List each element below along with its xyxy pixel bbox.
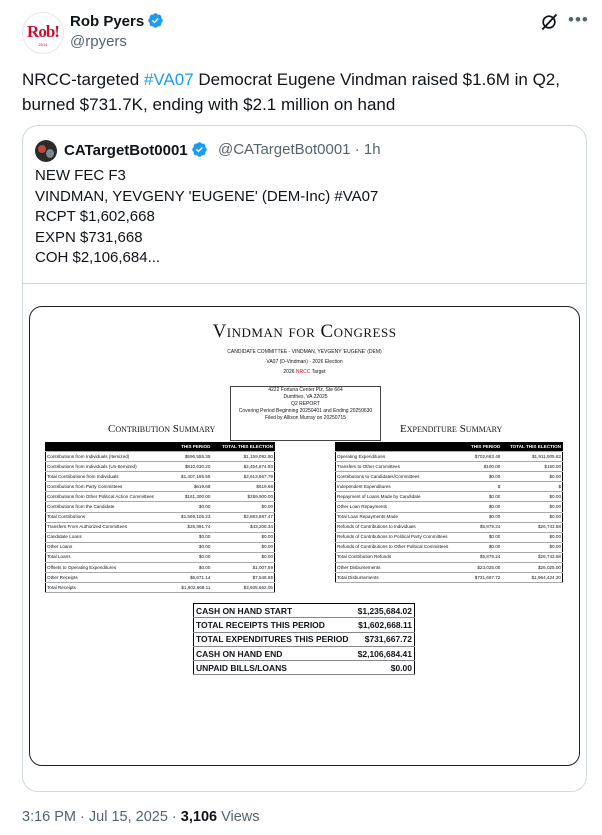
expenditure-row: [336, 452, 563, 462]
contribution-value: $0.00: [211, 552, 274, 562]
contribution-label: Total Receipts: [46, 583, 175, 593]
expenditure-value: $0.00: [501, 492, 562, 502]
fec-sub3a: 2026: [283, 369, 296, 375]
address-line: 4222 Fortuna Center Plz, Ste 664: [268, 387, 343, 393]
address-line: Covering Period Beginning 20250401 and Ending 20250630: [238, 408, 373, 414]
contribution-value: $0.00: [211, 542, 274, 552]
contribution-label: Total Contributions from Individuals: [46, 472, 175, 482]
author-name[interactable]: [70, 12, 164, 30]
contribution-value: $2,454,874.93: [211, 462, 274, 472]
coh-row: [194, 646, 415, 660]
expenditure-value: $0.00: [501, 472, 562, 482]
expenditure-table: [335, 442, 563, 583]
expenditure-value: $0.00: [466, 472, 502, 482]
avatar-subtext: 2014: [38, 42, 48, 47]
expenditure-value: $150.00: [501, 462, 562, 472]
contribution-value: $7,548.65: [211, 573, 274, 583]
contribution-value: $1,569,105.23: [174, 512, 211, 522]
expenditure-row: [336, 563, 563, 573]
fec-title: Vindman for Congress: [212, 321, 397, 342]
quote-avatar[interactable]: [35, 140, 57, 162]
contribution-label: Other Receipts: [46, 573, 175, 583]
expenditure-row: [336, 573, 563, 583]
contribution-value: $3,935,652.05: [211, 583, 274, 593]
expenditure-value: $23,025.00: [466, 563, 502, 573]
contribution-row: [46, 472, 275, 482]
contribution-value: $1,159,092.80: [211, 452, 274, 462]
contribution-row: [46, 542, 275, 552]
author-handle[interactable]: @rpyers: [70, 33, 127, 50]
contribution-summary-title: Contribution Summary: [108, 423, 216, 435]
contribution-value: $161,300.00: [174, 492, 211, 502]
fec-nrcc: NRCC: [295, 369, 311, 375]
expenditure-label: Contributions to Candidates/Committees: [336, 472, 466, 482]
expenditure-value: $0.00: [466, 512, 502, 522]
expenditure-label: Transfers to Other Committees: [336, 462, 466, 472]
expenditure-row: [336, 542, 563, 552]
expenditure-label: Refunds of Contributions to Other Political Committees: [336, 542, 466, 552]
coh-label: UNPAID BILLS/LOANS: [194, 661, 355, 675]
expenditure-value: $731,667.72: [466, 573, 502, 583]
author-avatar[interactable]: [22, 12, 64, 54]
expenditure-value: $702,663.48: [466, 452, 502, 462]
expenditure-row: [336, 522, 563, 532]
expenditure-value: $1,911,505.62: [501, 452, 562, 462]
expenditure-value: $100.00: [466, 462, 502, 472]
author-name-text: Rob Pyers: [70, 13, 145, 30]
hashtag-link[interactable]: #VA07: [143, 70, 194, 89]
contribution-value: $0.00: [174, 552, 211, 562]
fec-sub3: [30, 369, 579, 375]
views-count: 3,106: [180, 809, 218, 825]
expenditure-label: Other Disbursements: [336, 563, 466, 573]
contribution-value: $26,891.74: [174, 522, 211, 532]
coh-value: $1,602,668.11: [354, 618, 414, 632]
expenditure-row: [336, 512, 563, 522]
contribution-row: [46, 502, 275, 512]
contribution-label: Total Contributions: [46, 512, 175, 522]
contribution-value: $43,208.34: [211, 522, 274, 532]
contribution-value: $0.00: [211, 502, 274, 512]
expenditure-value: $26,743.58: [501, 552, 562, 562]
grok-icon[interactable]: [539, 12, 559, 32]
expenditure-value: $1,964,424.20: [501, 573, 562, 583]
coh-label: CASH ON HAND END: [194, 646, 355, 660]
expenditure-row: [336, 532, 563, 542]
expenditure-value: $: [501, 482, 562, 492]
contribution-label: Other Loans: [46, 542, 175, 552]
coh-row: [194, 661, 415, 675]
quote-author-handle[interactable]: @CATargetBot0001 · 1h: [218, 141, 381, 158]
contribution-row: [46, 552, 275, 562]
expenditure-value: $0.00: [501, 512, 562, 522]
tweet-timestamp[interactable]: 3:16 PM · Jul 15, 2025 ·: [22, 809, 181, 825]
contribution-label: Contributions from Other Political Action Committees: [46, 492, 175, 502]
contribution-value: $3,613,967.79: [211, 472, 274, 482]
contribution-row: [46, 462, 275, 472]
verified-badge-icon: [147, 12, 164, 29]
col-period: THIS PERIOD: [174, 443, 211, 452]
fec-address-box: [230, 386, 381, 441]
expenditure-value: $26,743.58: [501, 522, 562, 532]
expenditure-label: Total Contribution Refunds: [336, 552, 466, 562]
contribution-label: Transfers From Authorized Committees: [46, 522, 175, 532]
coh-label: TOTAL EXPENDITURES THIS PERIOD: [194, 632, 355, 646]
contribution-row: [46, 532, 275, 542]
quote-author-name[interactable]: [64, 141, 208, 159]
contribution-label: Contributions from Individuals (Itemized): [46, 452, 175, 462]
expenditure-row: [336, 552, 563, 562]
expenditure-label: Other Loan Repayments: [336, 502, 466, 512]
col-period: THIS PERIOD: [466, 443, 502, 452]
tweet-text-after: Democrat Eugene Vindman raised $1.6M in Q2, burned $731.7K, ending with $2.1 million on hand: [22, 70, 560, 114]
expenditure-summary-title: Expenditure Summary: [400, 423, 503, 435]
quote-verified-badge-icon: [191, 141, 208, 158]
expenditure-value: $0.00: [466, 542, 502, 552]
fec-sub3c: Target: [310, 369, 326, 375]
expenditure-label: Refunds of Contributions to Political Party Committees: [336, 532, 466, 542]
expenditure-label: Operating Expenditures: [336, 452, 466, 462]
expenditure-value: $0.00: [466, 502, 502, 512]
contribution-value: $596,555.35: [174, 452, 211, 462]
contribution-value: $0.00: [174, 532, 211, 542]
fec-sub2: VA07 (D-Vindman) - 2026 Election: [266, 359, 343, 365]
fec-subtitle-committee: [30, 349, 579, 355]
contribution-row: [46, 512, 275, 522]
cash-on-hand-table: [193, 603, 415, 675]
views-label: Views: [217, 809, 260, 825]
expenditure-value: $0.00: [466, 532, 502, 542]
contribution-value: $1,407,185.55: [174, 472, 211, 482]
quote-tweet[interactable]: [22, 125, 587, 792]
contribution-value: $0.00: [211, 532, 274, 542]
expenditure-value: $0.00: [466, 492, 502, 502]
contribution-row: [46, 522, 275, 532]
coh-label: CASH ON HAND START: [194, 604, 355, 618]
coh-label: TOTAL RECEIPTS THIS PERIOD: [194, 618, 355, 632]
coh-row: [194, 632, 415, 646]
expenditure-label: Total Disbursements: [336, 573, 466, 583]
contribution-label: Total Loans: [46, 552, 175, 562]
contribution-value: $1,007.59: [211, 563, 274, 573]
more-icon[interactable]: •••: [568, 10, 589, 29]
col-election: TOTAL THIS ELECTION: [211, 443, 274, 452]
contribution-row: [46, 482, 275, 492]
expenditure-value: $5,879.24: [466, 552, 502, 562]
expenditure-row: [336, 472, 563, 482]
contribution-value: $269,900.00: [211, 492, 274, 502]
coh-row: [194, 618, 415, 632]
expenditure-value: $0.00: [501, 542, 562, 552]
expenditure-label: Refunds of Contributions to Individuals: [336, 522, 466, 532]
contribution-row: [46, 583, 275, 593]
coh-row: [194, 604, 415, 618]
contribution-value: $810,630.20: [174, 462, 211, 472]
coh-value: $731,667.72: [354, 632, 414, 646]
expenditure-value: $26,025.00: [501, 563, 562, 573]
address-line: Dumfries, VA 22025: [283, 394, 328, 400]
expenditure-label: Total Loan Repayments Made: [336, 512, 466, 522]
contribution-label: Contributions from the Candidate: [46, 502, 175, 512]
coh-value: $2,106,684.41: [354, 646, 414, 660]
quote-author-name-text: CATargetBot0001: [64, 142, 188, 159]
contribution-label: Contributions from Individuals (Un-Itemized): [46, 462, 175, 472]
contribution-label: Candidate Loans: [46, 532, 175, 542]
contribution-value: $3,883,887.47: [211, 512, 274, 522]
quote-text: NEW FEC F3 VINDMAN, YEVGENY 'EUGENE' (DEM-Inc) #VA07 RCPT $1,602,668 EXPN $731,668 COH $2,106,684...: [35, 167, 379, 266]
tweet-footer: [22, 809, 260, 825]
expenditure-value: $5,879.24: [466, 522, 502, 532]
contribution-value: $0.00: [174, 563, 211, 573]
avatar-text: Rob!: [27, 22, 59, 41]
contribution-value: $1,602,668.11: [174, 583, 211, 593]
contribution-row: [46, 563, 275, 573]
expenditure-label: Repayment of Loans Made by Candidate: [336, 492, 466, 502]
col-election: TOTAL THIS ELECTION: [501, 443, 562, 452]
tweet-text: [22, 67, 582, 117]
contribution-value: $619.68: [211, 482, 274, 492]
address-line: Q2 REPORT: [291, 401, 320, 407]
tweet-text-before: NRCC-targeted: [22, 70, 144, 89]
fec-report-frame: [29, 306, 580, 766]
coh-value: $0.00: [354, 661, 414, 675]
fec-report-image[interactable]: [23, 283, 586, 792]
contribution-row: [46, 492, 275, 502]
expenditure-value: $0.00: [501, 532, 562, 542]
expenditure-value: $0.00: [501, 502, 562, 512]
expenditure-row: [336, 462, 563, 472]
contribution-value: $0.00: [174, 502, 211, 512]
expenditure-row: [336, 482, 563, 492]
address-line: Filed by Allison Murray on 20250715: [265, 415, 346, 421]
contribution-label: Offsets to Operating Expenditures: [46, 563, 175, 573]
contribution-table: [45, 442, 275, 593]
contribution-row: [46, 452, 275, 462]
expenditure-row: [336, 502, 563, 512]
contribution-label: Contributions from Party Committees: [46, 482, 175, 492]
contribution-row: [46, 573, 275, 583]
contribution-value: $619.68: [174, 482, 211, 492]
expenditure-value: $: [466, 482, 502, 492]
coh-value: $1,235,684.02: [354, 604, 414, 618]
fec-sub1: CANDIDATE COMMITTEE - VINDMAN, YEVGENY 'EUGENE' (DEM): [227, 349, 382, 355]
expenditure-row: [336, 492, 563, 502]
contribution-value: $0.00: [174, 542, 211, 552]
contribution-value: $6,671.14: [174, 573, 211, 583]
expenditure-label: Independent Expenditures: [336, 482, 466, 492]
